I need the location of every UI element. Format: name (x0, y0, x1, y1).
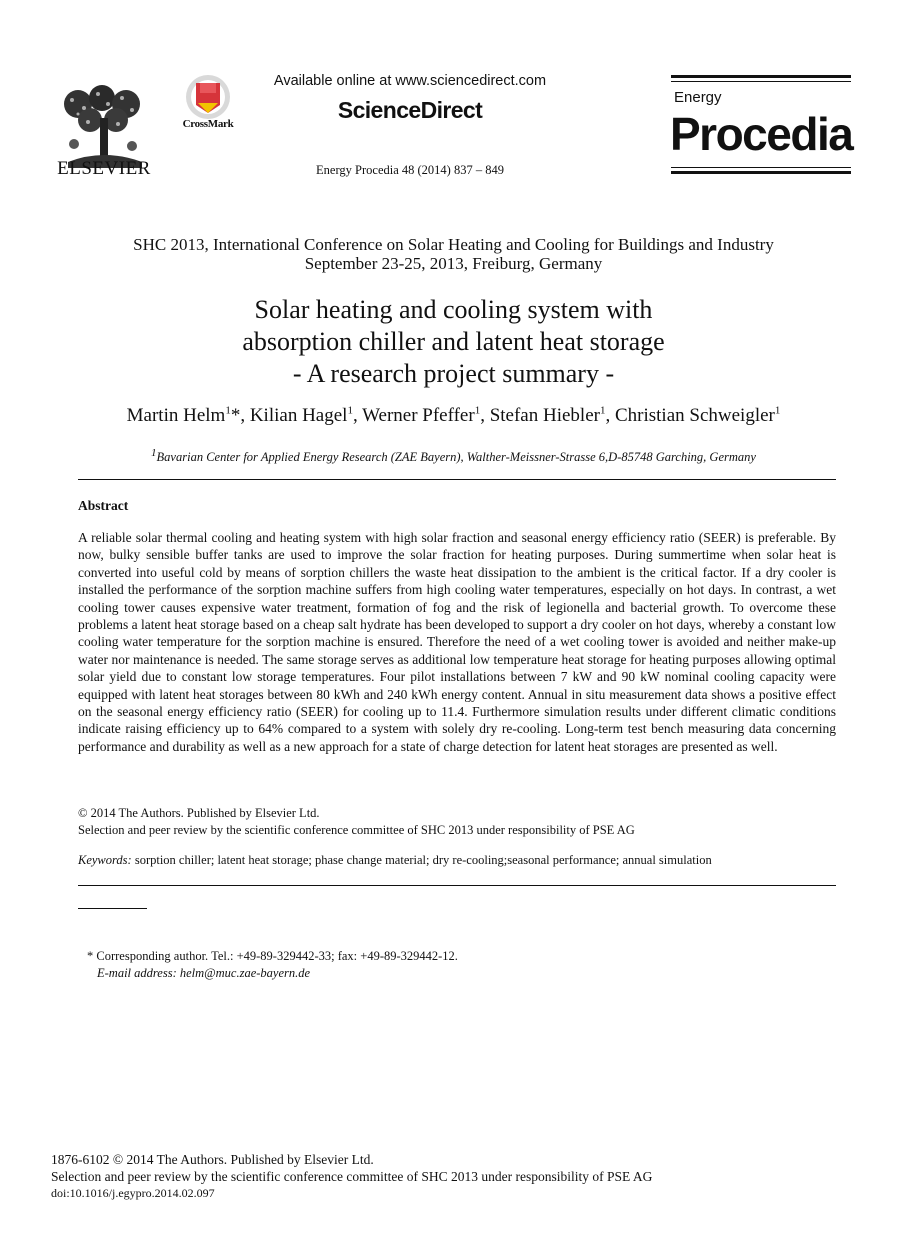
journal-logo-bottom-rule-thin (671, 167, 851, 168)
journal-logo-top-rule-thin (671, 81, 851, 82)
affiliation: $^1$Bavarian Center for Applied Energy Research (ZAE Bayern), Walther-Meissner-Strasse 6,D-85748 Garching, Germany (151, 447, 756, 465)
keywords-text: sorption chiller; latent heat storage; phase change material; dry re-cooling;seasonal performance; annual simulation (134, 853, 712, 867)
journal-logo-procedia: Procedia (670, 108, 853, 160)
page-footer (51, 1152, 851, 1202)
conference-line-2: September 23-25, 2013, Freiburg, Germany (304, 254, 603, 273)
author: Werner Pfeffer$^1$, (362, 405, 490, 427)
title-line-2: absorption chiller and latent heat storage (242, 327, 665, 356)
author: Martin Helm$^1$*, (126, 405, 250, 427)
copyright-line-1: © 2014 The Authors. Published by Elsevier Ltd. (78, 806, 320, 820)
journal-logo-bottom-rule (671, 171, 851, 174)
doi-link[interactable]: doi:10.1016/j.egypro.2014.02.097 (51, 1186, 215, 1200)
conference-line-1: SHC 2013, International Conference on Solar Heating and Cooling for Buildings and Industry (133, 235, 774, 254)
author: Stefan Hiebler$^1$, (489, 405, 615, 427)
crossmark-label[interactable]: CrossMark (182, 118, 234, 130)
email-address[interactable]: E-mail address: helm@muc.zae-bayern.de (97, 966, 311, 980)
publisher-name: ELSEVIER (57, 158, 151, 179)
copyright-block (78, 805, 838, 838)
copyright-line-2: Selection and peer review by the scientific conference committee of SHC 2013 under responsibility of PSE AG (78, 822, 635, 837)
author: Christian Schweigler$^1$ (614, 405, 781, 427)
title-line-1: Solar heating and cooling system with (254, 295, 653, 324)
corresponding-author: * Corresponding author. Tel.: +49-89-329442-33; fax: +49-89-329442-12. (87, 949, 458, 963)
paper-title (40, 294, 867, 390)
abstract-body: A reliable solar thermal cooling and heating system with high solar fraction and seasonal energy efficiency ratio (SEER) is preferable. By now, bulky sensible buffer tanks are used to improve the solar fraction for heating purposes. During summertime when solar heat is converted into useful cold by means of sorption chillers the waste heat dissipation to the ambient is the critical factor. If a dry cooler is installed the performance of the sorption machine suffers from high cooling water temperatures, especially on hot days. In contrast, a wet cooling tower causes expensive water treatment, formation of fog and the risk of legionella and bacterial growth. To overcome these problems a latent heat storage based on a cheap salt hydrate has been developed to support a dry cooler on hot days, whereby a constant low cooling water temperature for the sorption machine is ensured. Therefore the need of a wet cooling tower is avoided and neither make-up water nor maintenance is needed. The same storage serves as additional low temperature heat storage for heating purposes allowing optimal solar yield due to constant low storage temperatures. Four pilot installations between 7 kW and 90 kW nominal cooling capacity were equipped with latent heat storages between 80 kWh and 240 kWh energy content. Annual in situ measurement data shows a positive effect on the seasonal energy efficiency ratio (SEER) for cooling up to 11.4. Furthermore simulation results under different climatic conditions indicate raising efficiency up to 64% compared to a system with solely dry re-cooling. Long-term test bench measuring data concerning performance and durability as well as a new approach for a state of charge detection for latent heat storages are presented as well. (78, 530, 836, 754)
abstract-heading: Abstract (78, 498, 129, 513)
divider-bottom (78, 885, 836, 886)
journal-logo-energy: Energy (674, 89, 722, 106)
divider-top (78, 479, 836, 480)
keywords-label: Keywords: (78, 853, 132, 867)
journal-logo-top-rule (671, 75, 851, 78)
conference-info (40, 235, 867, 273)
author: Kilian Hagel$^1$, (249, 405, 363, 427)
footnote (87, 948, 827, 982)
keywords (78, 853, 838, 868)
sciencedirect-logo[interactable]: ScienceDirect (337, 97, 483, 123)
journal-reference: Energy Procedia 48 (2014) 837 – 849 (316, 163, 504, 177)
title-line-3: - A research project summary - (292, 359, 615, 388)
footer-issn: 1876-6102 © 2014 The Authors. Published by Elsevier Ltd. (51, 1152, 374, 1167)
footer-selection: Selection and peer review by the scientific conference committee of SHC 2013 under responsibility of PSE AG (51, 1168, 653, 1184)
footnote-rule (78, 908, 147, 909)
author-list (40, 405, 867, 427)
available-online-text: Available online at www.sciencedirect.com (273, 73, 547, 89)
